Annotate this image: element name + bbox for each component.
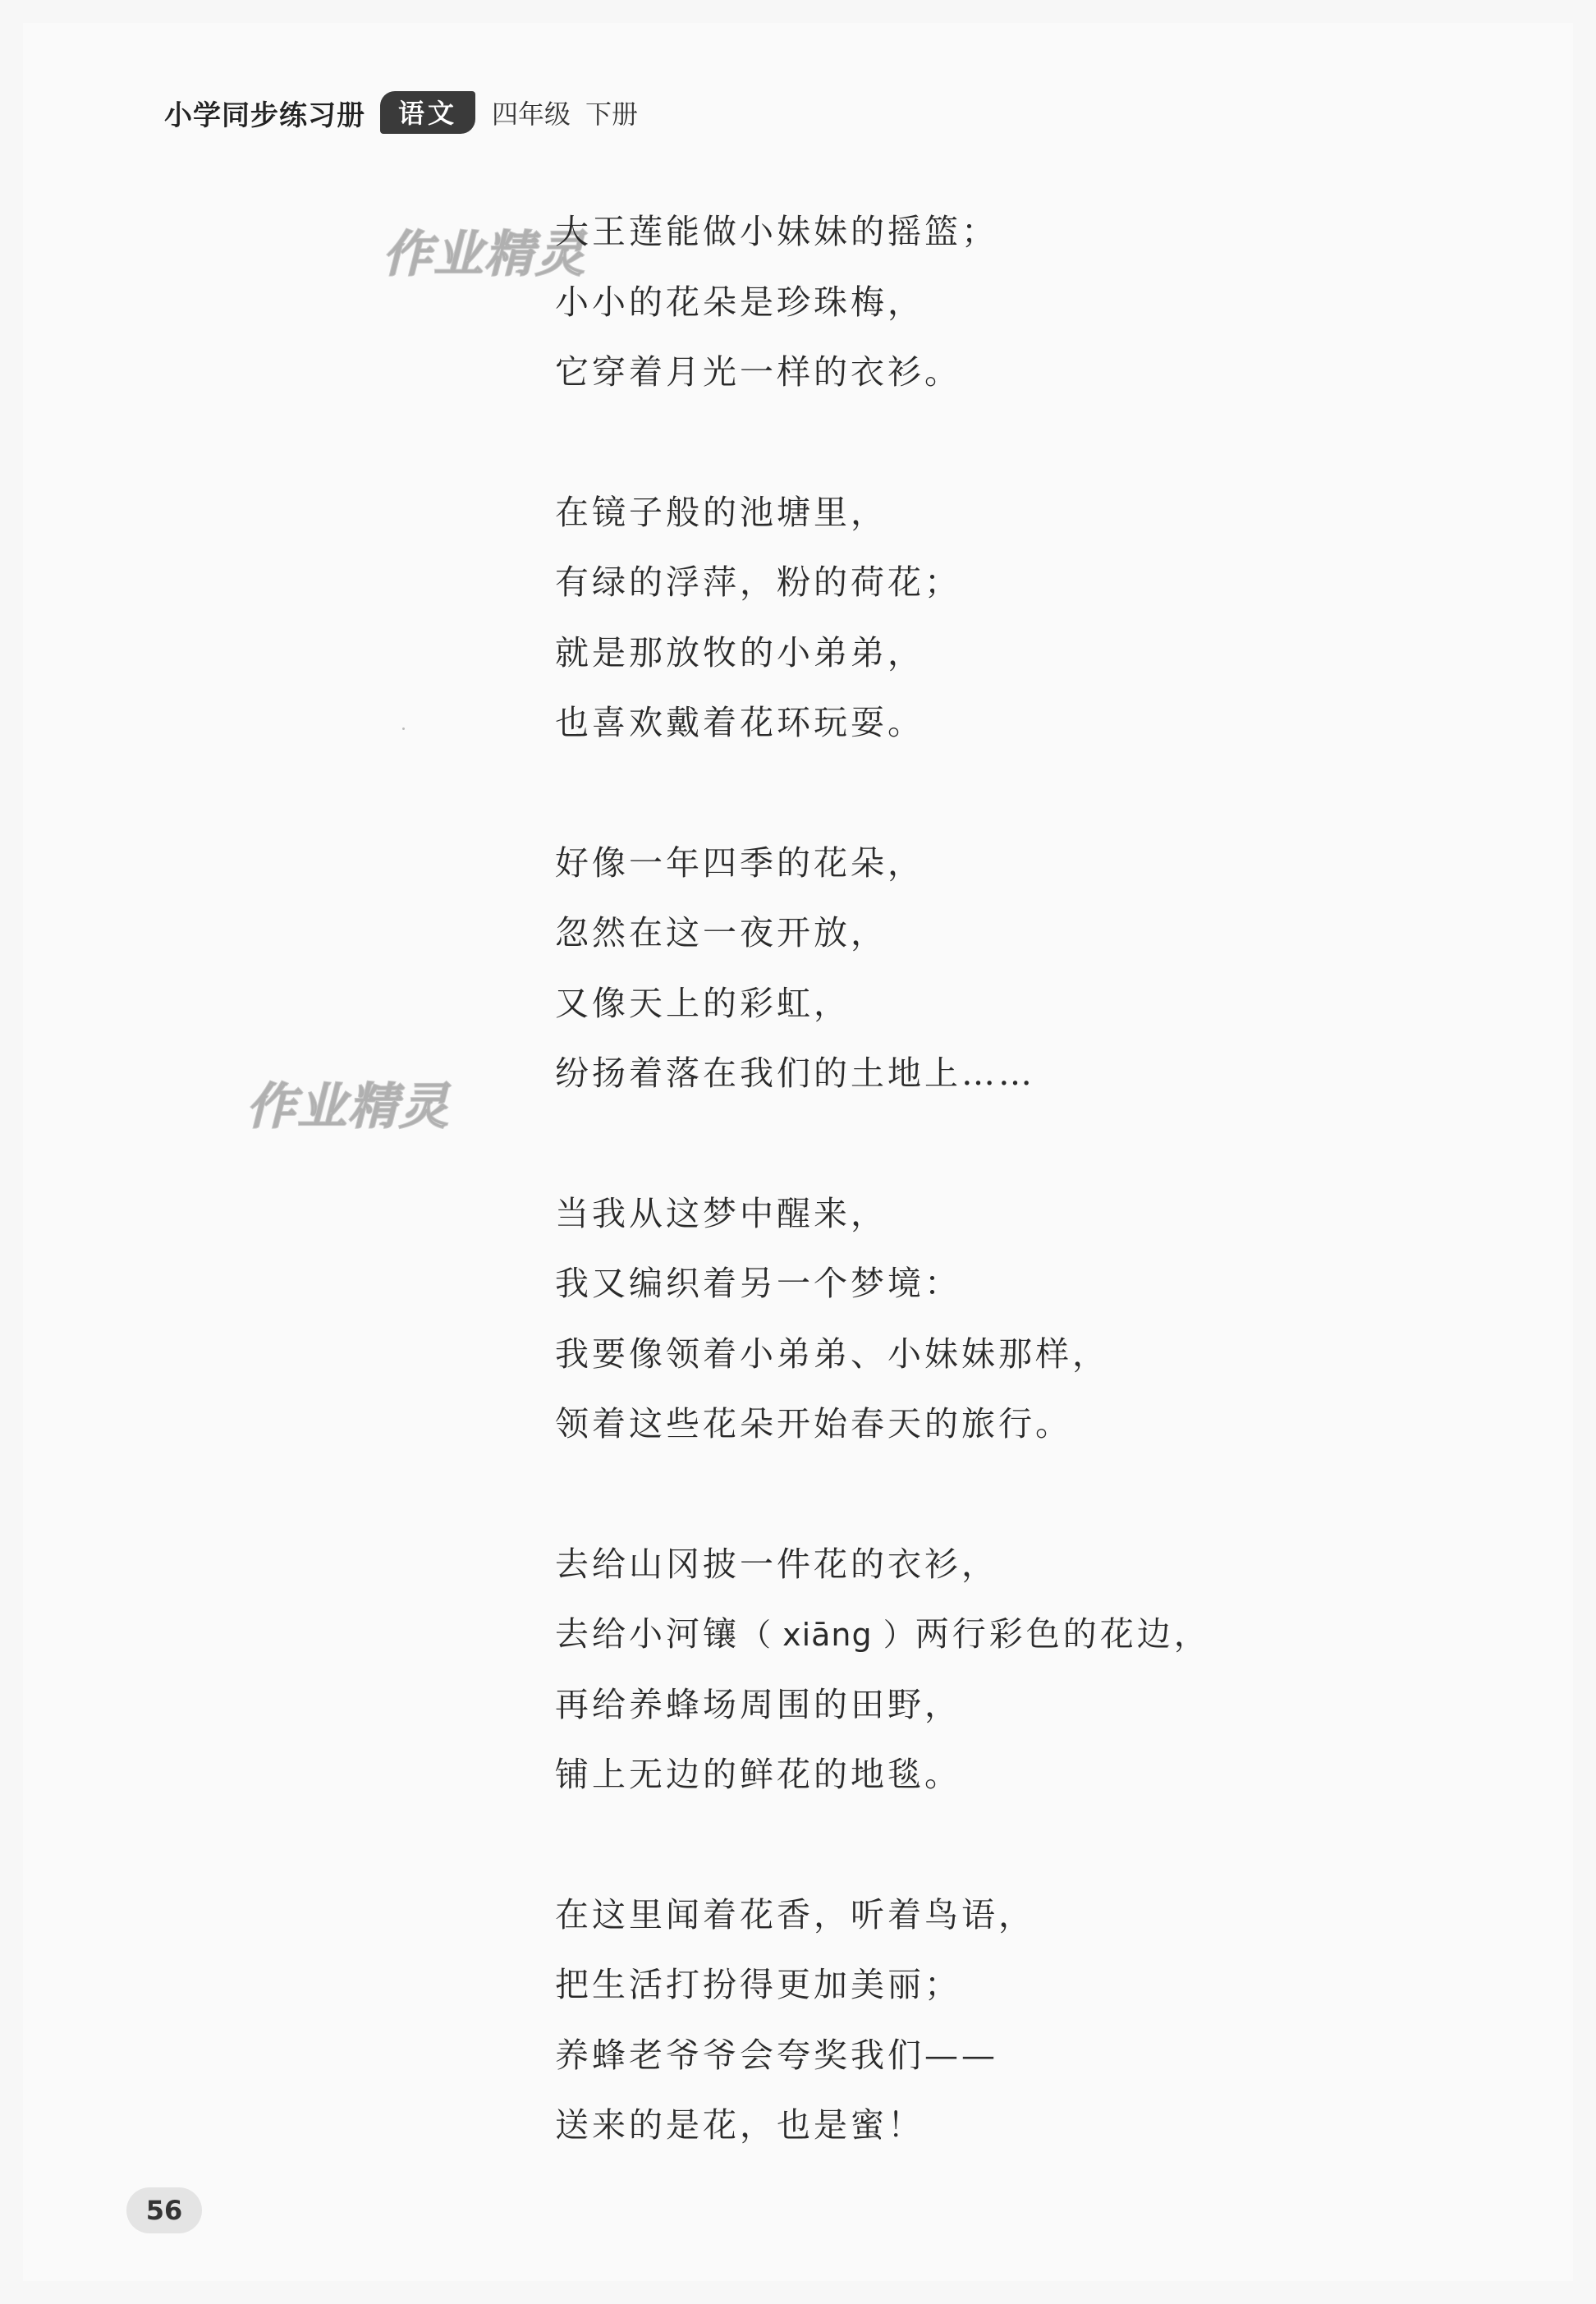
grade-label: 四年级 [492, 99, 571, 130]
poem-line: 铺上无边的鲜花的地毯。 [555, 1755, 961, 1794]
poem-line: 在镜子般的池塘里， [555, 492, 887, 532]
poem-line: 也喜欢戴着花环玩耍。 [555, 703, 924, 742]
poem-stanza [555, 828, 1458, 1109]
poem-line: 又像天上的彩虹， [555, 983, 851, 1023]
watermark-logo: 作业精灵 [383, 226, 586, 283]
poem-stanza [555, 1530, 1458, 1811]
page-number: 56 [126, 2187, 202, 2233]
book-title: 小学同步练习册 [164, 99, 365, 132]
poem-line: 好像一年四季的花朵， [555, 842, 924, 883]
poem-line: 它穿着月光一样的衣衫。 [555, 352, 961, 392]
term-label: 下册 [585, 99, 639, 130]
poem-line: 当我从这梦中醒来， [555, 1193, 887, 1233]
page-header [164, 92, 638, 133]
print-speck [402, 727, 405, 730]
poem-stanza [555, 1179, 1458, 1460]
line-text-before: 去给小河镶 [555, 1614, 740, 1654]
poem-line: 我要像领着小弟弟、小妹妹那样， [555, 1333, 1109, 1374]
poem-line: 把生活打扮得更加美丽； [555, 1965, 961, 2004]
poem-line: 领着这些花朵开始春天的旅行。 [555, 1404, 1072, 1443]
poem-line: 我又编织着另一个梦境： [555, 1264, 961, 1303]
poem-stanza [555, 197, 1458, 408]
poem-line: 在这里闻着花香，听着鸟语， [555, 1894, 1035, 1935]
poem-line: 送来的是花，也是蜜！ [555, 2105, 924, 2145]
watermark-logo: 作业精灵 [246, 1078, 450, 1136]
poem-line: 去给山冈披一件花的衣衫， [555, 1544, 998, 1584]
poem-line: 纷扬着落在我们的土地上…… [555, 1053, 1035, 1093]
pinyin-annotation: （ xiāng ） [740, 1617, 915, 1653]
subject-badge: 语文 [380, 91, 475, 134]
line-text-after: 两行彩色的花边， [915, 1614, 1211, 1654]
poem-line: 小小的花朵是珍珠梅， [555, 282, 924, 322]
poem-body [555, 197, 1458, 2231]
poem-line: 养蜂老爷爷会夸奖我们—— [555, 2035, 998, 2075]
poem-stanza [555, 478, 1458, 759]
poem-line: 有绿的浮萍，粉的荷花； [555, 562, 961, 602]
poem-line: 忽然在这一夜开放， [555, 913, 887, 952]
poem-line: 就是那放牧的小弟弟， [555, 632, 924, 672]
poem-line: 再给养蜂场周围的田野， [555, 1684, 961, 1724]
poem-line: 大王莲能做小妹妹的摇篮； [555, 212, 998, 251]
poem-stanza [555, 1880, 1458, 2161]
poem-line-with-pinyin [555, 1599, 1458, 1670]
